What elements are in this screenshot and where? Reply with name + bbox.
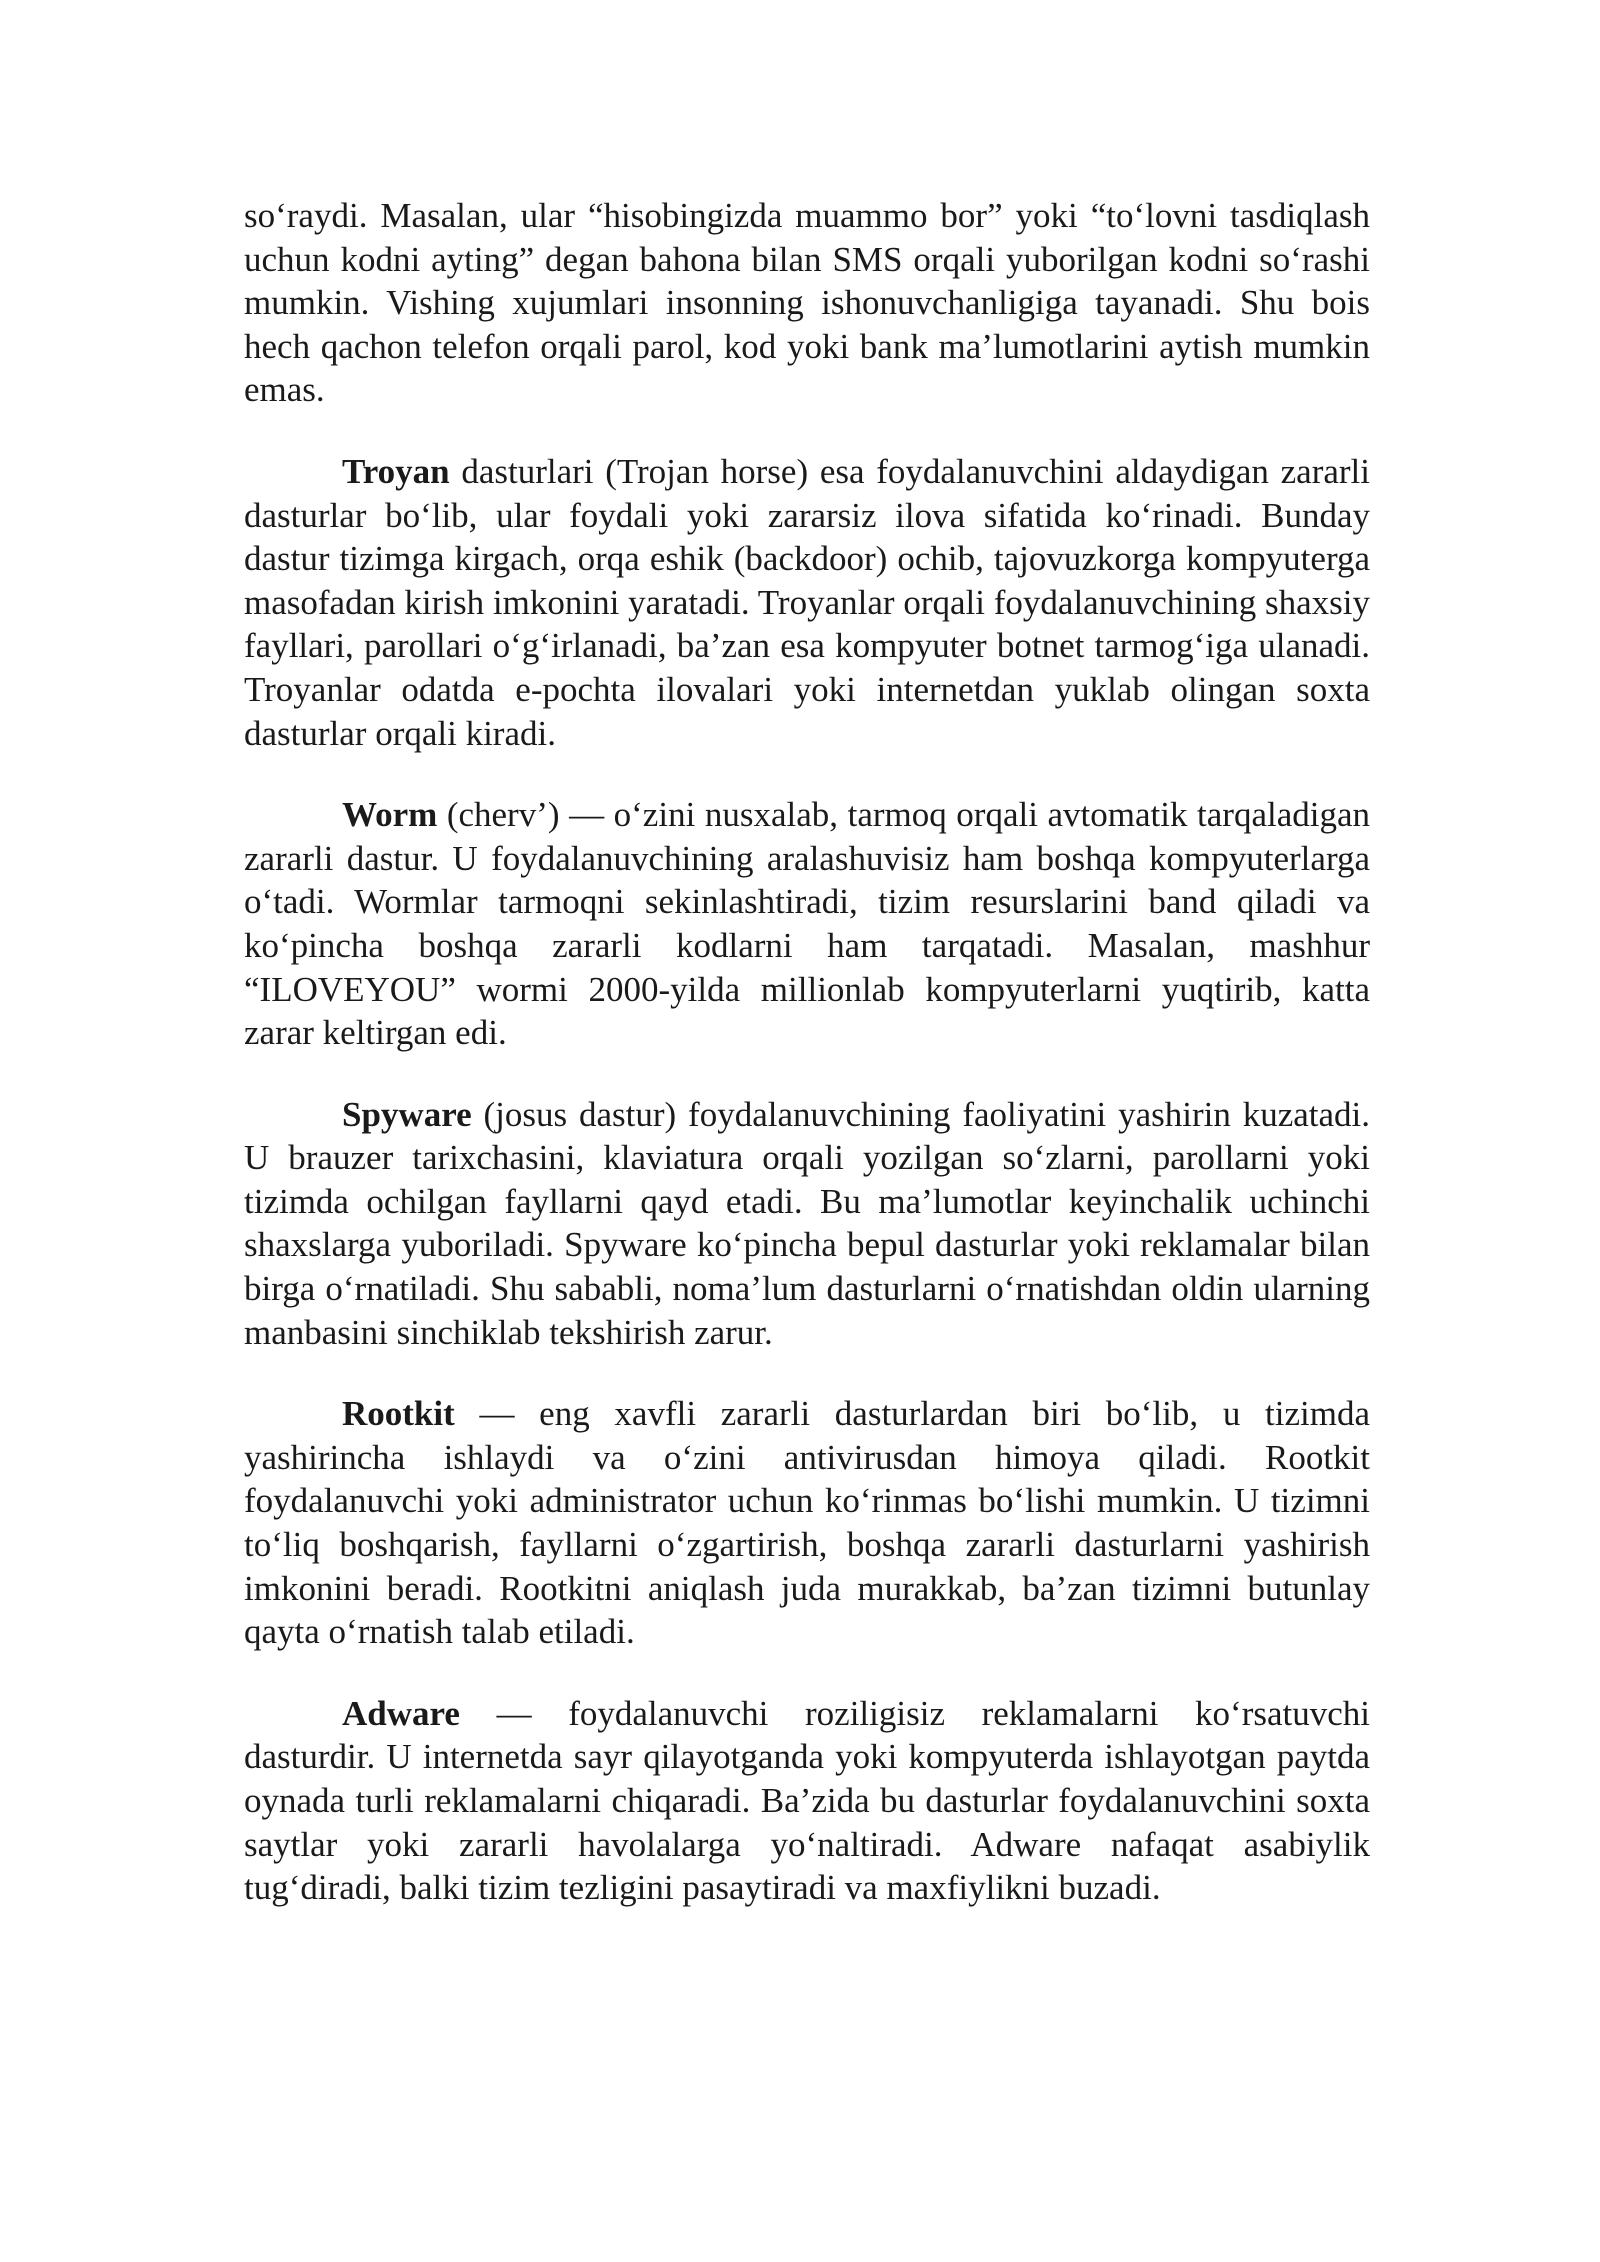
paragraph-adware xyxy=(244,1692,1370,1910)
term-adware: Adware xyxy=(342,1693,460,1733)
paragraph-text: so‘raydi. Masalan, ular “hisobingizda muammo bor” yoki “to‘lovni tasdiqlash uchun kodni ayting” degan bahona bilan SMS orqali yuborilgan kodni so‘rashi mumkin. Vishing xujumlari insonning ishonuvchanligiga tayanadi. Shu bois hech qachon telefon orqali parol, kod yoki bank ma’lumotlarini aytish mumkin emas. xyxy=(244,196,1370,410)
paragraph-text: (cherv’) — o‘zini nusxalab, tarmoq orqali avtomatik tarqaladigan zararli dastur. U foydalanuvchining aralashuvisiz ham boshqa kompyuterlarga o‘tadi. Wormlar tarmoqni sekinlashtiradi, tizim resurslarini band qiladi va ko‘pincha boshqa zararli kodlarni ham tarqatadi. Masalan, mashhur “ILOVEYOU” wormi 2000-yilda millionlab kompyuterlarni yuqtirib, katta zarar keltirgan edi. xyxy=(244,795,1370,1053)
paragraph-rootkit xyxy=(244,1392,1370,1654)
paragraph-troyan xyxy=(244,450,1370,755)
paragraph-text: — foydalanuvchi roziligisiz reklamalarni ko‘rsatuvchi dasturdir. U internetda sayr qilayotganda yoki kompyuterda ishlayotgan paytda oynada turli reklamalarni chiqaradi. Ba’zida bu dasturlar foydalanuvchini soxta saytlar yoki zararli havolalarga yo‘naltiradi. Adware nafaqat asabiylik tug‘diradi, balki tizim tezligini pasaytiradi va maxfiylikni buzadi. xyxy=(244,1693,1370,1908)
paragraph-worm xyxy=(244,793,1370,1055)
term-spyware: Spyware xyxy=(342,1094,472,1134)
paragraph-intro-continuation xyxy=(244,194,1370,412)
term-worm: Worm xyxy=(342,795,438,835)
paragraph-spyware xyxy=(244,1093,1370,1355)
paragraph-text: dasturlari (Trojan horse) esa foydalanuvchini aldaydigan zararli dasturlar bo‘lib, ular foydali yoki zararsiz ilova sifatida ko‘rinadi. Bunday dastur tizimga kirgach, orqa eshik (backdoor) ochib, tajovuzkorga kompyuterga masofadan kirish imkonini yaratadi. Troyanlar orqali foydalanuvchining shaxsiy fayllari, parollari o‘g‘irlanadi, ba’zan esa kompyuter botnet tarmog‘iga ulanadi. Troyanlar odatda e-pochta ilovalari yoki internetdan yuklab olingan soxta dasturlar orqali kiradi. xyxy=(244,451,1370,753)
paragraph-text: — eng xavfli zararli dasturlardan biri bo‘lib, u tizimda yashirincha ishlaydi va o‘zini antivirusdan himoya qiladi. Rootkit foydalanuvchi yoki administrator uchun ko‘rinmas bo‘lishi mumkin. U tizimni to‘liq boshqarish, fayllarni o‘zgartirish, boshqa zararli dasturlarni yashirish imkonini beradi. Rootkitni aniqlash juda murakkab, ba’zan tizimni butunlay qayta o‘rnatish talab etiladi. xyxy=(244,1394,1370,1652)
document-body xyxy=(244,194,1370,1948)
paragraph-text: (josus dastur) foydalanuvchining faoliyatini yashirin kuzatadi. U brauzer tarixchasini, klaviatura orqali yozilgan so‘zlarni, parollarni yoki tizimda ochilgan fayllarni qayd etadi. Bu ma’lumotlar keyinchalik uchinchi shaxslarga yuboriladi. Spyware ko‘pincha bepul dasturlar yoki reklamalar bilan birga o‘rnatiladi. Shu sababli, noma’lum dasturlarni o‘rnatishdan oldin ularning manbasini sinchiklab tekshirish zarur. xyxy=(244,1094,1370,1352)
term-troyan: Troyan xyxy=(342,451,450,491)
term-rootkit: Rootkit xyxy=(342,1394,455,1434)
